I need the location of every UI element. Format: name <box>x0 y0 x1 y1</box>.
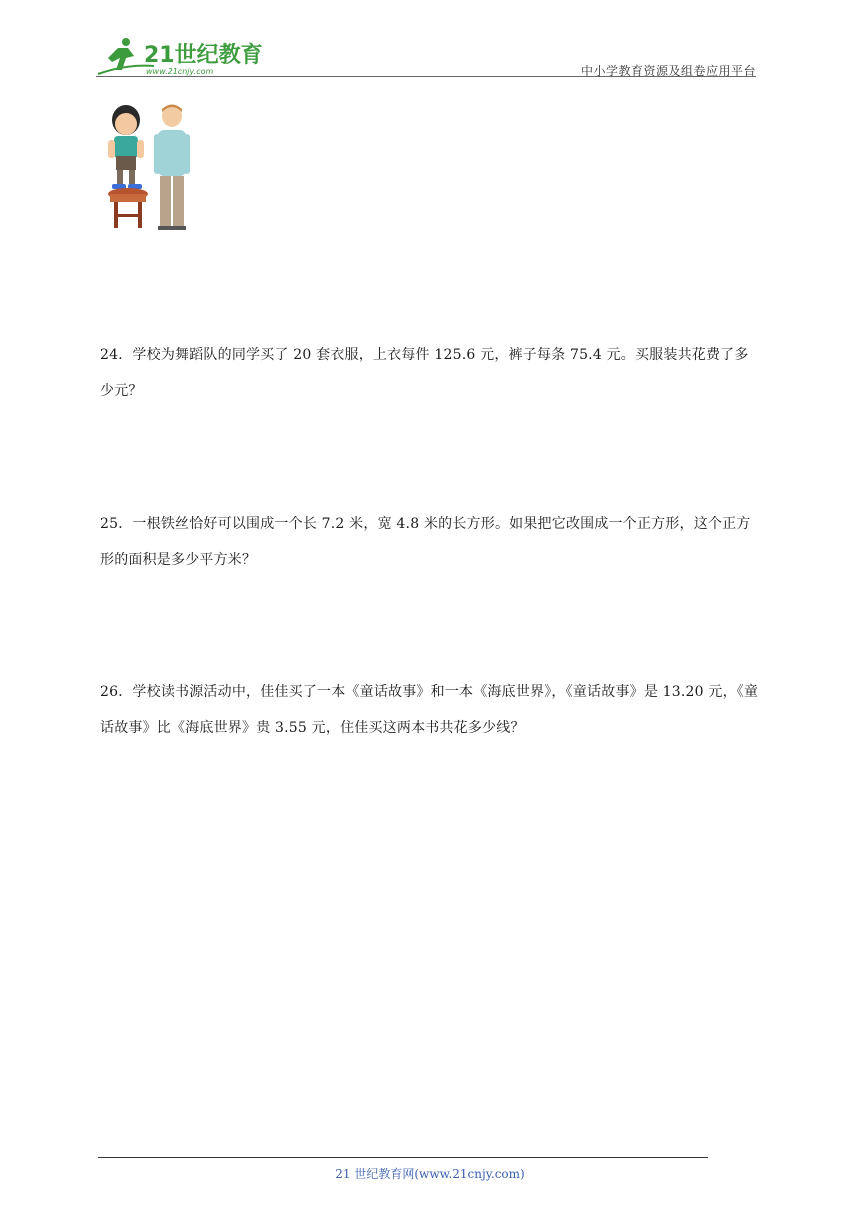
question-text: 学校读书源活动中，佳佳买了一本《童话故事》和一本《海底世界》，《童话故事》是 13.20 元，《童话故事》比《海底世界》贵 3.55 元，住佳买这两本书共花多少线？ <box>100 684 759 736</box>
footer-site-link[interactable]: 21 世纪教育网(www.21cnjy.com) <box>335 1167 525 1181</box>
question-26 <box>100 674 760 746</box>
child-adult-illustration <box>104 100 196 232</box>
question-text: 一根铁丝恰好可以围成一个长 7.2 米，宽 4.8 米的长方形。如果把它改围成一个正方形，这个正方形的面积是多少平方米？ <box>100 516 751 568</box>
header-divider <box>96 76 756 77</box>
question-25 <box>100 506 760 578</box>
header-platform-text: 中小学教育资源及组卷应用平台 <box>580 64 756 78</box>
question-24 <box>100 337 760 409</box>
question-number: 24． <box>100 347 133 363</box>
logo-text: 21世纪教育 <box>144 43 263 68</box>
logo-url: www.21cnjy.com <box>146 67 214 76</box>
question-number: 26． <box>100 684 133 700</box>
question-number: 25． <box>100 516 133 532</box>
footer-divider <box>98 1157 708 1158</box>
site-logo <box>96 36 266 78</box>
question-text: 学校为舞蹈队的同学买了 20 套衣服，上衣每件 125.6 元，裤子每条 75.4 元。买服装共花费了多少元？ <box>100 347 749 399</box>
